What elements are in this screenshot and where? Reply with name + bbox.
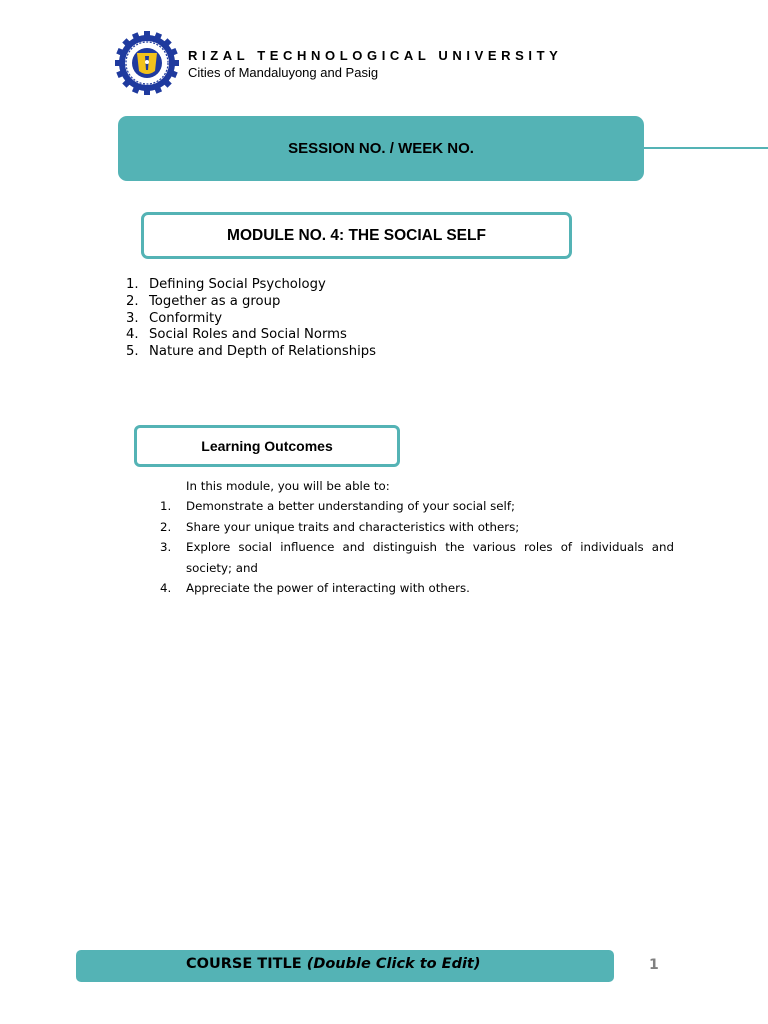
session-banner [118,116,644,181]
page-number: 1 [649,957,659,973]
course-title-label: COURSE TITLE [186,956,307,972]
list-item: 2. Share your unique traits and characteristics with others; [160,519,520,534]
outcomes-list [160,496,674,599]
learning-outcomes-box [134,425,400,467]
list-item: 3. Explore social influence and distinguish the various roles of individuals and society; and [160,540,674,575]
learning-outcomes-heading: Learning Outcomes [201,438,333,454]
university-seal-icon [115,31,179,95]
session-divider-line [644,147,768,149]
list-item: 5. Nature and Depth of Relationships [126,344,377,360]
course-title[interactable] [186,956,481,972]
university-subtitle: Cities of Mandaluyong and Pasig [188,65,379,80]
university-name: RIZAL TECHNOLOGICAL UNIVERSITY [188,48,563,63]
outcomes-intro: In this module, you will be able to: [186,479,390,493]
edit-hint: (Double Click to Edit) [306,956,481,972]
module-title-box [141,212,572,259]
footer-course-bar[interactable] [76,950,614,982]
list-item: 4. Social Roles and Social Norms [126,327,347,343]
list-item: 1. Defining Social Psychology [126,277,326,292]
session-label: SESSION NO. / WEEK NO. [288,140,474,157]
list-item: 2. Together as a group [126,293,281,309]
module-title: MODULE NO. 4: THE SOCIAL SELF [227,226,486,244]
topic-list [126,277,376,361]
list-item: 4. Appreciate the power of interacting with others. [160,581,470,595]
list-item: 1. Demonstrate a better understanding of your social self; [160,499,515,513]
list-item: 3. Conformity [126,310,223,326]
